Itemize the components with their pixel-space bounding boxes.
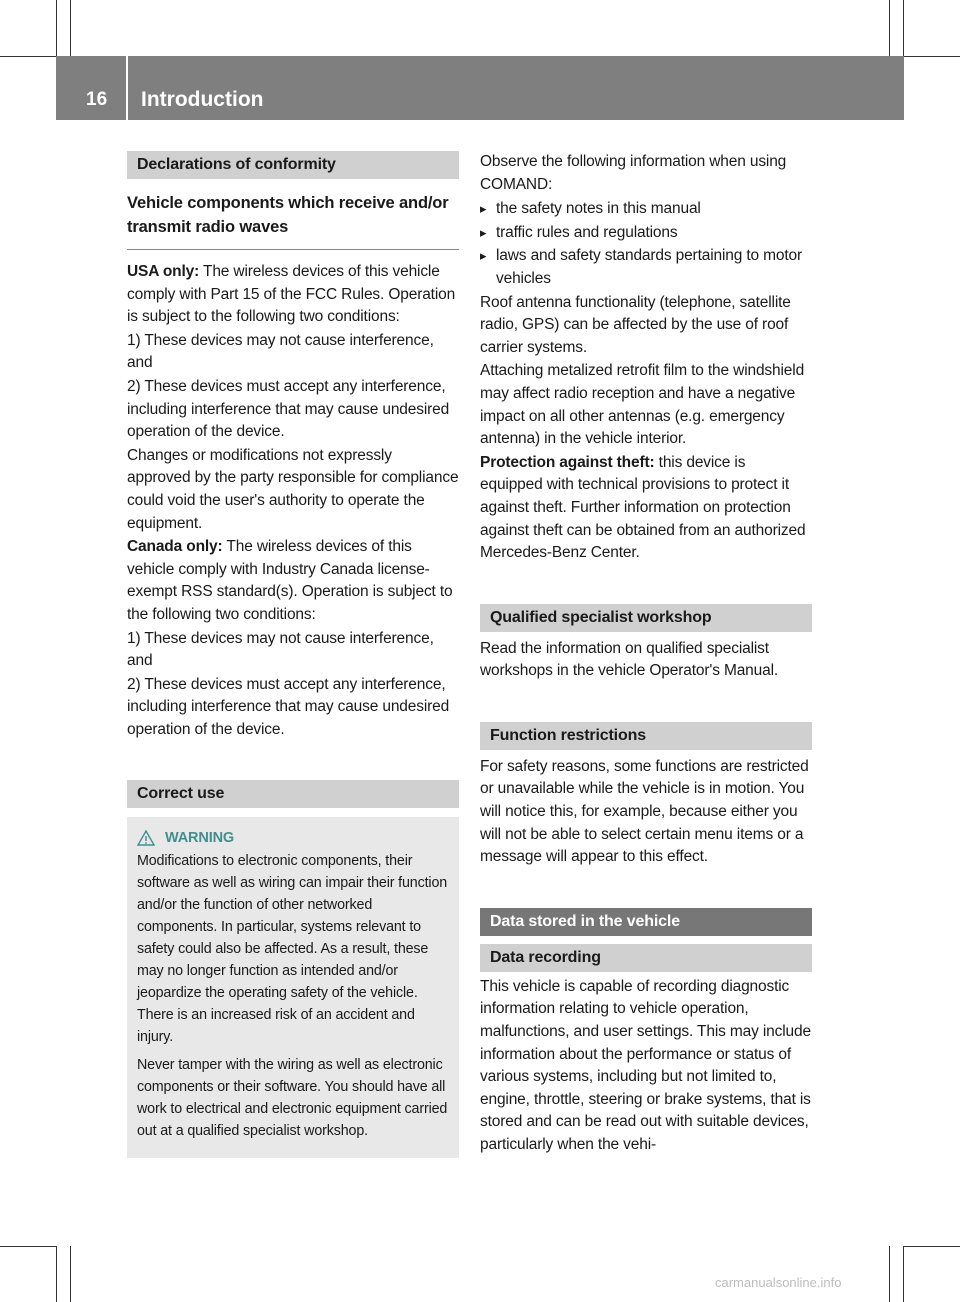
crop-mark <box>904 1246 960 1247</box>
data-recording-paragraph: This vehicle is capable of recording diagnostic information relating to vehicle operation, malfunctions, and user settings. This may include information about the performance or status of various systems, including but not limited to, engine, throttle, steering or brake systems, that is stored and can be read out with suitable devices, particularly when the vehi- <box>480 977 811 1153</box>
warning-paragraph-2: Never tamper with the wiring as well as electronic components or their software. You should have all work to electrical and electronic equipment carried out at a qualified specialist workshop. <box>137 1057 448 1140</box>
crop-mark <box>904 56 960 57</box>
left-column <box>127 151 459 1158</box>
canada-paragraph <box>127 536 459 626</box>
list-item: ▸ traffic rules and regulations <box>480 222 812 245</box>
warning-triangle-icon <box>137 830 155 846</box>
header-divider <box>126 56 128 120</box>
roof-antenna-paragraph: Roof antenna functionality (telephone, satellite radio, GPS) can be affected by the use of roof carrier systems. <box>480 293 791 356</box>
watermark: carmanualsonline.info <box>715 1275 842 1290</box>
crop-mark <box>0 1246 56 1247</box>
workshop-paragraph: Read the information on qualified specialist workshops in the vehicle Operator's Manual. <box>480 639 779 680</box>
function-restrictions-paragraph: For safety reasons, some functions are restricted or unavailable while the vehicle is in motion. You will notice this, for example, because either you will not be able to select certain menu items or a message will appear to this effect. <box>480 757 809 866</box>
crop-mark <box>903 0 904 56</box>
vehicle-components-heading: Vehicle components which receive and/or transmit radio waves <box>127 191 459 250</box>
theft-paragraph <box>480 452 812 565</box>
theft-text: this device is equipped with technical provisions to protect it against theft. Further information on protection against theft can be obtained from an authorized Mercedes-Benz Center. <box>480 453 806 562</box>
workshop-heading: Qualified specialist workshop <box>480 604 812 632</box>
function-restrictions-heading: Function restrictions <box>480 722 812 750</box>
observe-paragraph: Observe the following information when using COMAND: <box>480 153 787 193</box>
declarations-heading: Declarations of conformity <box>127 151 459 179</box>
comand-bullet-list <box>480 198 812 290</box>
usa-condition-1: 1) These devices may not cause interference, and <box>127 331 434 372</box>
page-number: 16 <box>86 89 108 110</box>
crop-mark <box>56 1246 57 1302</box>
usa-label: USA only: <box>127 263 200 280</box>
crop-mark <box>0 56 56 57</box>
list-item: ▸ laws and safety standards pertaining to motor vehicles <box>480 245 812 290</box>
data-stored-heading: Data stored in the vehicle <box>480 908 812 936</box>
theft-label: Protection against theft: <box>480 453 655 471</box>
data-recording-heading: Data recording <box>480 944 812 972</box>
usa-condition-2: 2) These devices must accept any interference, including interference that may cause undesired operation of the device. <box>127 377 450 441</box>
chapter-title: Introduction <box>141 88 264 111</box>
warning-title: WARNING <box>165 830 235 847</box>
right-column <box>480 151 812 1158</box>
warning-paragraph-1: Modifications to electronic components, their software as well as wiring can impair their function and/or the function of other networked components. In particular, systems relevant to safety could also be affected. As a result, these may no longer function as intended and/or jeopardize the operating safety of the vehicle. There is an increased risk of an accident and injury. <box>137 853 448 1046</box>
crop-mark <box>889 1246 890 1302</box>
usa-text: The wireless devices of this vehicle comply with Part 15 of the FCC Rules. Operation is subject to the following two conditions: <box>127 263 456 326</box>
canada-condition-1: 1) These devices may not cause interference, and <box>127 629 434 670</box>
crop-mark <box>70 0 71 56</box>
usa-paragraph <box>127 261 459 329</box>
warning-title-row <box>137 827 449 849</box>
canada-condition-2: 2) These devices must accept any interference, including interference that may cause undesired operation of the device. <box>127 675 450 738</box>
retrofit-film-paragraph: Attaching metalized retrofit film to the windshield may affect radio reception and have a negative impact on all other antennas (e.g. emergency antenna) in the vehicle interior. <box>480 362 805 448</box>
crop-mark <box>889 0 890 56</box>
list-item: ▸ the safety notes in this manual <box>480 198 812 221</box>
crop-mark <box>56 0 57 56</box>
changes-paragraph: Changes or modifications not expressly approved by the party responsible for compliance could void the user's authority to operate the equipment. <box>127 446 459 532</box>
warning-box <box>127 817 459 1158</box>
crop-mark <box>70 1246 71 1302</box>
correct-use-heading: Correct use <box>127 780 459 808</box>
canada-text: The wireless devices of this vehicle comply with Industry Canada license-exempt RSS standard(s). Operation is subject to the following two conditions: <box>127 538 453 623</box>
crop-mark <box>903 1246 904 1302</box>
canada-label: Canada only: <box>127 538 223 556</box>
